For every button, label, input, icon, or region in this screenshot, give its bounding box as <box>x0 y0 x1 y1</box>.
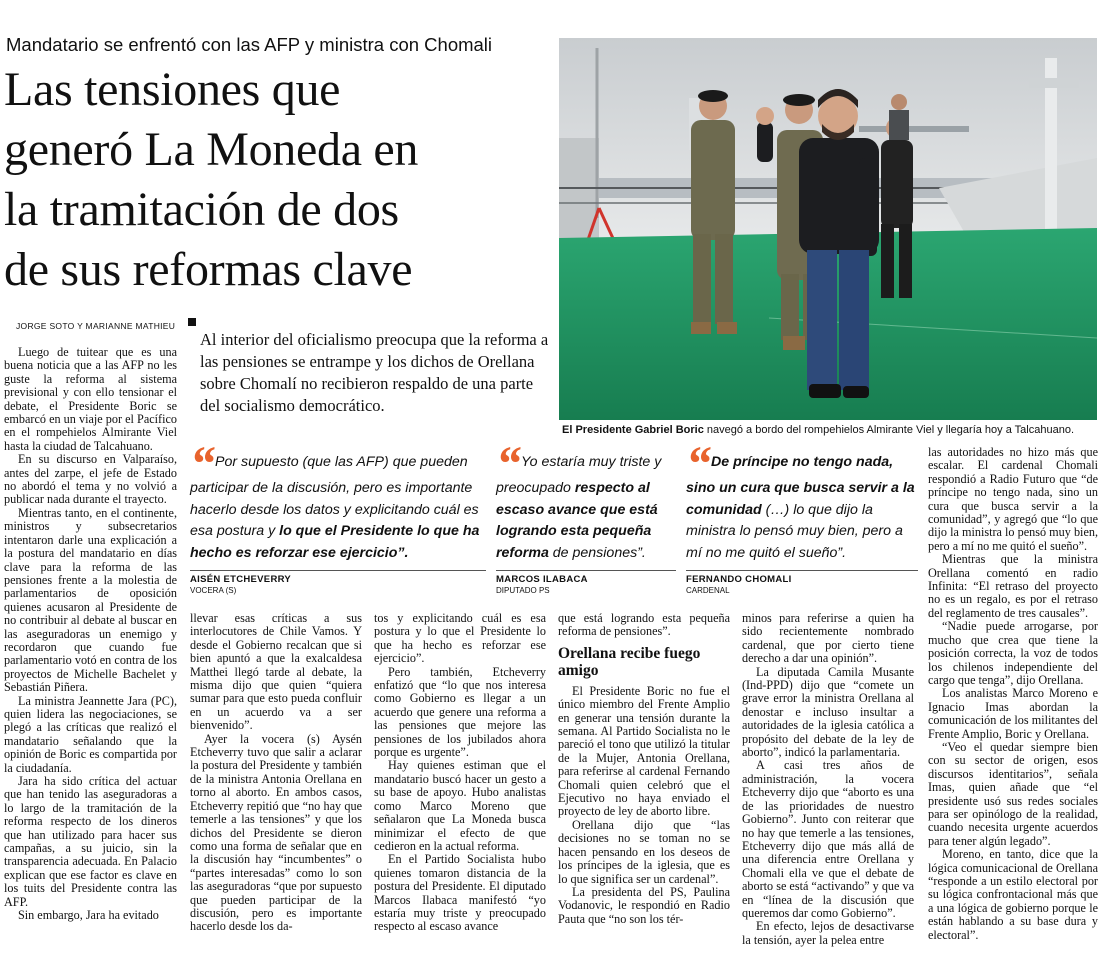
article-column-6 <box>928 446 1098 942</box>
quote-mark-icon: “ <box>190 435 211 491</box>
quote-part-bold: lo que el Presidente lo que ha hecho es reforzar ese ejercicio”. <box>190 523 480 561</box>
paragraph: que está logrando esta pequeña reforma de pensiones”. <box>558 611 730 639</box>
paragraph: “Veo el quedar siempre bien con su sector de origen, esos discursos identitarios”, señala Imas, quien añade que “el presidente usó sus redes sociales para ser opinólogo de la realidad, cuando necesita urgente acuerdos para tener algún legado”. <box>928 739 1098 848</box>
pull-quote-chomali <box>686 435 918 608</box>
caption-text: navegó a bordo del rompehielos Almirante Viel y llegaría hoy a Talcahuano. <box>703 424 1075 436</box>
pull-quote-text <box>686 435 918 564</box>
quote-divider <box>686 570 918 571</box>
paragraph: “Nadie puede arrogarse, por mucho que crea que tiene la posición correcta, la voz de todos los chilenos independiente del cargo que tenga”, dijo Orellana. <box>928 619 1098 687</box>
paragraph: En su discurso en Valparaíso, antes del zarpe, el jefe de Estado no abordó el tema y no volvió a publicar nada durante el trayecto. <box>4 452 177 507</box>
headline-line: de sus reformas clave <box>4 243 413 296</box>
pull-quote-text <box>496 435 676 564</box>
quote-part: Por supuesto (que las AFP) que pueden participar de la discusión, pero es importante hacerlo desde los datos y explicitando cuál es esa postura y <box>190 454 479 539</box>
quote-author: FERNANDO CHOMALI <box>686 574 792 585</box>
quote-mark-icon: “ <box>686 435 707 491</box>
article-column-2 <box>190 612 362 934</box>
headline-line: Las tensiones que <box>4 63 341 116</box>
article-column-1 <box>4 346 177 922</box>
pull-quote-ilabaca <box>496 435 676 608</box>
paragraph: Mientras que la ministra Orellana comentó en radio Infinita: “El retraso del proyecto no es un regalo, es por el retraso del reglamento de tres causales”. <box>928 552 1098 620</box>
subheading: Orellana recibe fuego amigo <box>558 644 701 679</box>
paragraph: Moreno, en tanto, dice que la lógica comunicacional de Orellana “responde a un estilo electoral por su lógica confrontacional más que a una lógica de gobierno porque le están hablando a su base dura y electoral”. <box>928 847 1098 942</box>
paragraph: Pero también, Etcheverry enfatizó que “lo que nos interesa como Gobierno es llegar a un acuerdo que genere una reforma a las pensiones que mejore las pensiones de los jubilados ahora porque es urgente”. <box>374 664 546 760</box>
paragraph: Sin embargo, Jara ha evitado <box>18 908 159 923</box>
paragraph: Mientras tanto, en el continente, ministros y subsecretarios intentaron darle una explicación a la postura del mandatario en días clave para la reforma de las pensiones frente a la molestia de parlamentarios de oposición quienes acusaron al Presidente de no contribuir al debate al buscar en las aseguradoras un enemigo y recordaron que cuando fue parlamentario votó en contra de los proyectos de Michelle Bachelet y Sebastián Piñera. <box>4 505 177 695</box>
quote-author-role: DIPUTADO PS <box>496 586 550 595</box>
paragraph: minos para referirse a quien ha sido recientemente nombrado cardenal, que por cierto tiene derecho a dar una opinión”. <box>742 611 914 666</box>
pull-quote-etcheverry <box>190 435 486 608</box>
paragraph: Hay quienes estiman que el mandatario buscó hacer un gesto a su base de apoyo. Hubo analistas como Marco Moreno que señalaron que La Moneda busca minimizar el efecto de que cedieron en la actual reforma. <box>374 758 546 853</box>
paragraph: A casi tres años de administración, la vocera Etcheverry dijo que “aborto es una de las prioridades de nuestro Gobierno”. Junto con reiterar que no hay que temerle a las tensiones, Etcheverry dijo que más allá de una diferencia entre Orellana y Chomali ella ve que el debate de aborto se está “activando” y que va en “línea de la discusión que queremos dar como Gobierno”. <box>742 758 914 920</box>
caption-bold: El Presidente Gabriel Boric <box>562 424 704 436</box>
pull-quote-text <box>190 435 486 564</box>
article-column-5 <box>742 612 914 947</box>
paragraph: En efecto, lejos de desactivarse la tensión, ayer la pelea entre <box>742 919 914 947</box>
headline-line: generó La Moneda en <box>4 123 419 176</box>
paragraph: La diputada Camila Musante (Ind-PPD) dijo que “comete un grave error la ministra Orellana al denostar e incluso insultar a autoridades de la iglesia católica a propósito del debate de la ley de aborto”, indicó la parlamentaria. <box>742 664 914 760</box>
headline <box>4 60 554 300</box>
paragraph: tos y explicitando cuál es esa postura y lo que el Presidente lo que ha hecho es reforzar ese ejercicio”. <box>374 611 546 666</box>
paragraph: En el Partido Socialista hubo quienes tomaron distancia de la postura del Presidente. El diputado Marcos Ilabaca manifestó “yo estaría muy triste y preocupado respecto al escaso avance <box>374 852 546 934</box>
paragraph: Ayer la vocera (s) Aysén Etcheverry tuvo que salir a aclarar la postura del Presidente y también de la ministra Antonia Orellana en torno al aborto. En ambos casos, Etcheverry repitió que “no hay que temerle a las tensiones” y que los dichos del Presidente se dieron como una forma de señalar que en la discusión hay “incumbentes” o “partes interesadas” como lo son las aseguradoras “que por supuesto que pueden participar de la discusión, pero es importante hacerlo desde los da- <box>190 731 362 934</box>
quote-part: de pensiones”. <box>548 544 646 561</box>
quote-mark-icon: “ <box>496 435 517 491</box>
paragraph: El Presidente Boric no fue el único miembro del Frente Amplio en generar una tensión durante la semana. Al Partido Socialista no le pareció el tono que utilizó la titular de la Mujer, Antonia Orellana, para referirse al cardenal Fernando Chomali quien celebró que el Ejecutivo no haya enviado el proyecto de ley de aborto libre. <box>558 683 730 819</box>
standfirst-marker <box>188 318 196 326</box>
quote-divider <box>496 570 676 571</box>
quote-author: AISÉN ETCHEVERRY <box>190 574 292 585</box>
standfirst: Al interior del oficialismo preocupa que la reforma a las pensiones se entrampe y los dichos de Orellana sobre Chomalí no recibieron respaldo de una parte del socialismo democrático. <box>200 330 549 415</box>
paragraph: llevar esas críticas a sus interlocutores de Chile Vamos. Y desde el Gobierno recalcan que si bien apuntó a que la exalcaldesa Matthei llegó tarde al debate, la misma dijo que quien “quiera sumar para que esto pueda confluir en un acuerdo va a ser bienvenido”. <box>190 611 362 733</box>
byline: JORGE SOTO Y MARIANNE MATHIEU <box>16 321 176 331</box>
photo-caption <box>562 424 1098 436</box>
paragraph: La ministra Jeannette Jara (PC), quien lidera las negociaciones, se plegó a las críticas que realizó el mandatario señalando que la opinión de Boric es compartida por la ciudadanía. <box>4 693 177 775</box>
paragraph: Luego de tuitear que es una buena noticia que a las AFP no les guste la reforma al sistema previsional y con ello tensionar el debate, el Presidente Boric se embarcó en un viaje por el Pacífico en el rompehielos Almirante Viel hasta la ciudad de Talcahuano. <box>4 345 177 453</box>
article-column-4 <box>558 612 730 926</box>
quote-part: Yo estaría muy triste y preocupado <box>496 454 662 496</box>
article-column-3 <box>374 612 546 934</box>
paragraph: Orellana dijo que “las decisiones no se toman no se hacen pensando en los deseos de los príncipes de la iglesia, que es lo que significa ser un cardenal”. <box>558 817 730 886</box>
paragraph: Jara ha sido crítica del actuar que han tenido las aseguradoras a lo largo de la tramitación de la reforma respecto de los dineros que han utilizado para hacer sus campañas, a su juicio, sin la transparencia adecuada. En Palacio explican que ese factor es clave en los tuits del Presidente contra las AFP. <box>4 774 177 909</box>
quote-part-bold: respecto al escaso avance que está logrando esta pequeña reforma <box>496 480 658 561</box>
paragraph: las autoridades no hizo más que escalar. El cardenal Chomali respondió a Radio Futuro que “de príncipe no tengo nada, sino un cura que busca servir a la comunidad”, y agregó que “lo que dijo la ministra lo pensó muy bien, pero a mí no me quitó el sueño”. <box>928 445 1098 553</box>
headline-line: la tramitación de dos <box>4 183 399 236</box>
quote-part-bold: De príncipe no tengo nada, sino un cura que busca servir a la comunidad <box>686 454 915 518</box>
quote-author-role: CARDENAL <box>686 586 730 595</box>
quote-part: (…) lo que dijo la ministra lo pensó muy bien, pero a mí no me quitó el sueño”. <box>686 501 903 561</box>
news-photo <box>559 38 1097 420</box>
quote-divider <box>190 570 486 571</box>
paragraph: La presidenta del PS, Paulina Vodanovic, le respondió en Radio Pauta que “no son los tér- <box>558 884 730 926</box>
kicker: Mandatario se enfrentó con las AFP y ministra con Chomali <box>6 34 493 55</box>
quote-author: MARCOS ILABACA <box>496 574 588 585</box>
paragraph: Los analistas Marco Moreno e Ignacio Imas abordan la comunicación de los militantes del Frente Amplio, Boric y Orellana. <box>928 686 1098 741</box>
quote-author-role: VOCERA (S) <box>190 586 237 595</box>
